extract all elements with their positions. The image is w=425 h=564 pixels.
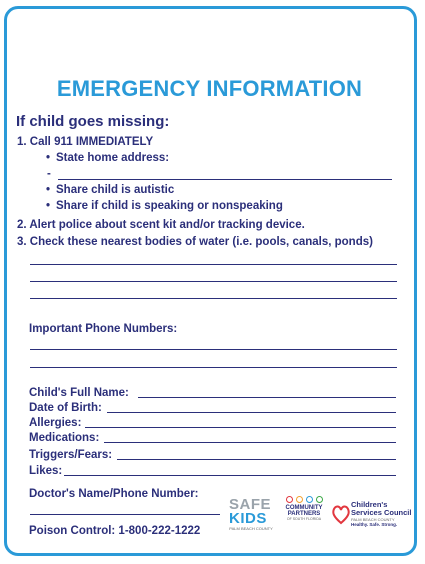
address-dash: -: [47, 168, 51, 180]
safe-kids-logo: [229, 498, 273, 540]
bullet-share-speaking: [46, 200, 283, 212]
bullet-share-autistic: [46, 184, 174, 196]
dob-label: Date of Birth:: [29, 402, 102, 414]
csc-logo: [332, 499, 414, 541]
step-check-water: 3. Check these nearest bodies of water (i.e. pools, canals, ponds): [17, 236, 373, 248]
triggers-line[interactable]: [117, 459, 396, 460]
people-dots-icon: [278, 496, 330, 503]
cp-line1: COMMUNITY: [285, 505, 323, 511]
share-speaking-label: Share if child is speaking or nonspeaking: [56, 200, 283, 212]
water-line-1[interactable]: [30, 264, 397, 265]
medications-label: Medications:: [29, 432, 100, 444]
address-line[interactable]: [58, 179, 392, 180]
missing-subtitle: If child goes missing:: [16, 113, 170, 130]
allergies-label: Allergies:: [29, 417, 82, 429]
doctor-line[interactable]: [30, 514, 220, 515]
safe-kids-line3: PALM BEACH COUNTY: [229, 526, 273, 531]
state-address-label: State home address:: [56, 152, 170, 164]
triggers-label: Triggers/Fears:: [29, 449, 113, 461]
csc-line1: Children's: [351, 500, 388, 509]
csc-tagline: Healthy. Safe. Strong.: [351, 522, 398, 527]
likes-line[interactable]: [64, 475, 396, 476]
allergies-line[interactable]: [85, 427, 396, 428]
bullet-icon: •: [46, 184, 51, 196]
likes-label: Likes:: [29, 465, 63, 477]
step-alert-police: 2. Alert police about scent kit and/or tracking device.: [17, 219, 305, 231]
medications-line[interactable]: [104, 442, 396, 443]
bullet-icon: •: [46, 152, 51, 164]
phone-numbers-label: Important Phone Numbers:: [29, 323, 178, 335]
cp-line2: PARTNERS: [287, 511, 321, 517]
bullet-icon: •: [46, 200, 51, 212]
full-name-line[interactable]: [138, 397, 396, 398]
page-title: EMERGENCY INFORMATION: [56, 76, 363, 101]
share-autistic-label: Share child is autistic: [56, 184, 175, 196]
bullet-state-address: [46, 152, 169, 164]
community-partners-logo: [278, 496, 330, 542]
safe-kids-line1: SAFE: [229, 496, 272, 513]
step-call-911: 1. Call 911 IMMEDIATELY: [17, 136, 154, 148]
csc-line3: PALM BEACH COUNTY: [351, 517, 395, 522]
poison-control: Poison Control: 1-800-222-1222: [29, 525, 201, 537]
cp-line3: OF SOUTH FLORIDA: [286, 517, 322, 521]
csc-line2: Services Council: [351, 508, 412, 517]
heart-icon: [332, 503, 350, 525]
water-line-2[interactable]: [30, 281, 397, 282]
full-name-label: Child's Full Name:: [29, 387, 129, 399]
doctor-label: Doctor's Name/Phone Number:: [29, 488, 199, 500]
water-line-3[interactable]: [30, 298, 397, 299]
dob-line[interactable]: [107, 412, 396, 413]
phone-line-1[interactable]: [30, 349, 397, 350]
phone-line-2[interactable]: [30, 367, 397, 368]
safe-kids-line2: KIDS: [229, 510, 267, 527]
